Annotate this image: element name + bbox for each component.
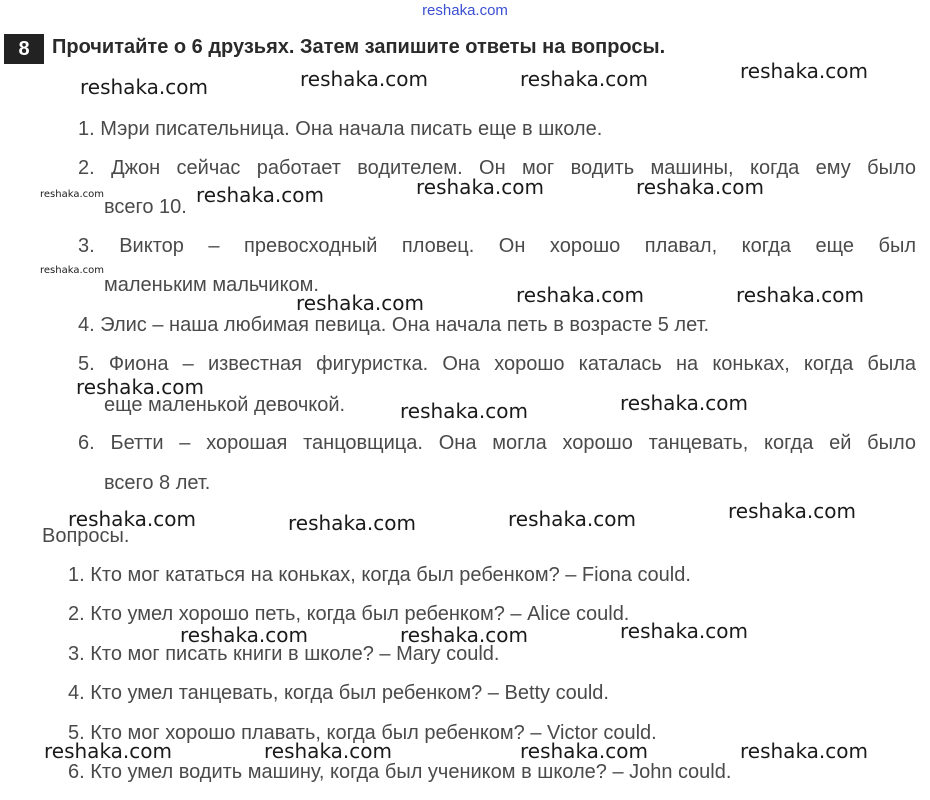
watermark: reshaka.com xyxy=(620,391,748,415)
watermark: reshaka.com xyxy=(296,291,424,315)
question-line: 2. Кто умел хорошо петь, когда был ребенком? – Alice could. xyxy=(68,603,630,625)
watermark: reshaka.com xyxy=(736,283,864,307)
watermark-small: reshaka.com xyxy=(40,189,104,200)
story-line-continued: всего 10. xyxy=(104,196,187,218)
watermark: reshaka.com xyxy=(76,375,204,399)
question-line: 5. Кто мог хорошо плавать, когда был ребенком? – Victor could. xyxy=(68,722,657,744)
watermark: reshaka.com xyxy=(44,739,172,763)
story-line-continued: еще маленькой девочкой. xyxy=(104,394,346,416)
watermark: reshaka.com xyxy=(68,507,196,531)
story-line-continued: всего 8 лет. xyxy=(104,472,211,494)
watermark: reshaka.com xyxy=(620,619,748,643)
site-header[interactable]: reshaka.com xyxy=(422,2,508,19)
story-line: 1. Мэри писательница. Она начала писать еще в школе. xyxy=(78,118,603,140)
watermark: reshaka.com xyxy=(520,67,648,91)
question-line: 1. Кто мог кататься на коньках, когда был ребенком? – Fiona could. xyxy=(68,564,691,586)
story-line: 5. Фиона – известная фигуристка. Она хорошо каталась на коньках, когда была xyxy=(78,353,916,375)
watermark: reshaka.com xyxy=(416,175,544,199)
watermark: reshaka.com xyxy=(728,499,856,523)
watermark: reshaka.com xyxy=(520,739,648,763)
story-line: 4. Элис – наша любимая певица. Она начала петь в возрасте 5 лет. xyxy=(78,314,710,336)
question-line: 4. Кто умел танцевать, когда был ребенком? – Betty could. xyxy=(68,682,609,704)
watermark: reshaka.com xyxy=(508,507,636,531)
exercise-title: Прочитайте о 6 друзьях. Затем запишите ответы на вопросы. xyxy=(52,36,666,58)
watermark: reshaka.com xyxy=(636,175,764,199)
watermark: reshaka.com xyxy=(80,75,208,99)
story-line: 2. Джон сейчас работает водителем. Он мог водить машины, когда ему было xyxy=(78,157,916,179)
watermark: reshaka.com xyxy=(740,59,868,83)
watermark: reshaka.com xyxy=(300,67,428,91)
watermark-small: reshaka.com xyxy=(40,265,104,276)
story-line-continued: маленьким мальчиком. xyxy=(104,274,319,296)
watermark: reshaka.com xyxy=(400,399,528,423)
story-line: 6. Бетти – хорошая танцовщица. Она могла хорошо танцевать, когда ей было xyxy=(78,432,916,454)
questions-heading: Вопросы. xyxy=(42,525,130,547)
watermark: reshaka.com xyxy=(180,623,308,647)
question-line: 6. Кто умел водить машину, когда был учеником в школе? – John could. xyxy=(68,761,732,783)
watermark: reshaka.com xyxy=(400,623,528,647)
watermark: reshaka.com xyxy=(288,511,416,535)
watermark: reshaka.com xyxy=(740,739,868,763)
watermark: reshaka.com xyxy=(264,739,392,763)
watermark: reshaka.com xyxy=(516,283,644,307)
exercise-number: 8 xyxy=(4,34,44,64)
story-line: 3. Виктор – превосходный пловец. Он хорошо плавал, когда еще был xyxy=(78,235,916,257)
question-line: 3. Кто мог писать книги в школе? – Mary could. xyxy=(68,643,500,665)
watermark: reshaka.com xyxy=(196,183,324,207)
